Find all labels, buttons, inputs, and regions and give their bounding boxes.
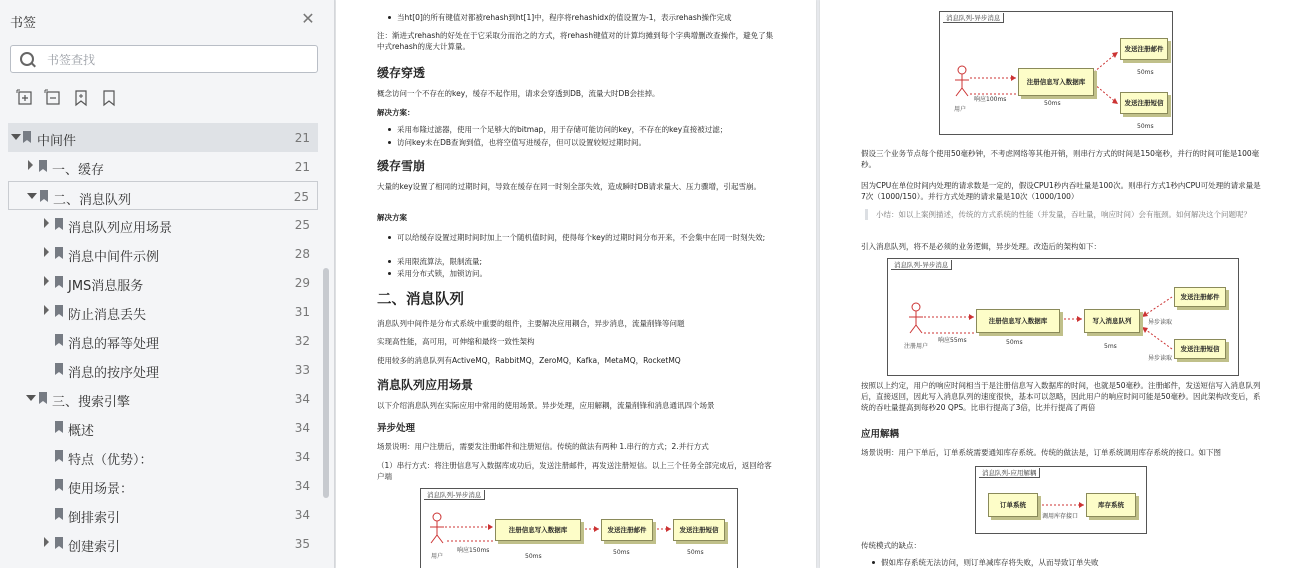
sidebar-scrollbar[interactable] [323, 268, 329, 498]
bookmark-label: 倒排索引 [68, 511, 121, 526]
response-time-label: 响应150ms [457, 547, 490, 554]
bookmark-icon [55, 276, 63, 287]
chapter-heading: 二、消息队列 [377, 292, 464, 308]
bookmark-item[interactable] [8, 326, 318, 355]
bookmark-item[interactable] [8, 123, 318, 152]
bookmark-page: 34 [294, 508, 310, 522]
bookmark-label: 概述 [68, 424, 95, 439]
bookmark-label: 消息的幂等处理 [68, 337, 160, 352]
section-heading: 缓存雪崩 [377, 159, 426, 173]
time-label: 50ms [1137, 123, 1154, 130]
time-label: 50ms [1006, 339, 1023, 346]
bookmark-icon [23, 131, 31, 142]
bookmark-icon [55, 305, 63, 316]
bookmark-icon [40, 190, 48, 201]
caret-down-icon[interactable] [11, 134, 21, 140]
subsection-heading: 异步处理 [377, 423, 416, 434]
async-read-label: 异步读取 [1148, 355, 1173, 362]
bookmark-icon [55, 334, 63, 345]
bookmark-sidebar [0, 0, 335, 568]
bullet-text: 假如库存系统无法访问，则订单减库存将失败，从而导致订单失败 [881, 558, 1099, 567]
send-mail-box: 发送注册邮件 [1174, 287, 1226, 307]
bookmark-item[interactable] [8, 471, 318, 500]
time-label: 50ms [1044, 100, 1061, 107]
subsection-heading: 应用解耦 [861, 429, 900, 440]
send-sms-box: 发送注册短信 [1174, 339, 1226, 359]
bookmark-label: 特点（优势）： [68, 453, 153, 468]
bullet-text: 当ht[0]的所有键值对都被rehash到ht[1]中，程序将rehashidx的值设置为-1，表示rehash操作完成 [397, 13, 732, 22]
async-serial-diagram [420, 488, 738, 568]
bullet-text: 可以给缓存设置过期时间时加上一个随机值时间，使得每个key的过期时间分布开来，不会集中在同一时刻失效; [397, 232, 777, 243]
bookmark-item[interactable] [8, 268, 318, 297]
time-label: 5ms [1104, 343, 1117, 350]
bookmark-page: 34 [294, 392, 310, 406]
diagram-title: 消息队列-异步消息 [891, 260, 952, 270]
paragraph: 按照以上约定，用户的响应时间相当于是注册信息写入数据库的时间，也就是50毫秒。注册邮件，发送短信写入消息队列后，直接返回，因此写入消息队列的速度很快，基本可以忽略，因此用户的响应时间可能是50毫秒。因此架构改变后，系统的吞吐量提高到每秒20 QPS。比串行提高了3倍，比并行提高了两倍 [861, 381, 1261, 412]
bookmark-icon [55, 537, 63, 548]
response-time-label: 响应55ms [938, 337, 967, 344]
bookmark-item[interactable] [8, 384, 318, 413]
add-bookmark-icon[interactable] [72, 89, 90, 107]
paragraph: 传统模式的缺点： [861, 541, 921, 550]
bullet-text: 采用布隆过滤器，使用一个足够大的bitmap，用于存储可能访问的key，不存在的key直接被过滤； [397, 125, 728, 134]
summary-quote: 小结：如以上案例描述，传统的方式系统的性能（并发量，吞吐量，响应时间）会有瓶颈。如何解决这个问题呢？ [865, 209, 1256, 220]
bookmark-icon [39, 160, 47, 171]
paragraph: 实现高性能，高可用，可伸缩和最终一致性架构 [377, 337, 535, 346]
bookmark-label: 一、缓存 [52, 163, 105, 178]
bullet-text: 采用分布式锁，加锁访问。 [397, 269, 487, 278]
bullet-text: 采用限流算法，限制流量; [397, 257, 483, 266]
caret-right-icon[interactable] [44, 305, 49, 315]
time-label: 50ms [1137, 69, 1154, 76]
caret-right-icon[interactable] [44, 537, 49, 547]
bookmark-search-field[interactable] [10, 45, 318, 73]
mq-write-box: 写入消息队列 [1084, 309, 1140, 333]
collapse-all-icon[interactable] [44, 89, 62, 107]
bookmark-label: 消息中间件示例 [68, 250, 160, 265]
order-system-box: 订单系统 [988, 493, 1038, 517]
bookmark-icon [55, 363, 63, 374]
inventory-system-box: 库存系统 [1086, 493, 1136, 517]
bookmark-item[interactable] [8, 413, 318, 442]
bookmark-page: 33 [294, 363, 310, 377]
bookmark-icon [55, 218, 63, 229]
section-heading: 缓存穿透 [377, 66, 426, 80]
bookmark-page: 25 [293, 190, 309, 204]
paragraph: 注：渐进式rehash的好处在于它采取分而治之的方式，将rehash键值对的计算均摊到每个字典增删改查操作，避免了集中式rehash的庞大计算量。 [377, 31, 774, 51]
bookmark-icon [55, 450, 63, 461]
send-mail-box: 发送注册邮件 [601, 519, 653, 541]
bookmark-page: 31 [294, 305, 310, 319]
close-icon[interactable]: ✕ [301, 9, 315, 28]
caret-right-icon[interactable] [44, 276, 49, 286]
search-icon [20, 52, 34, 66]
bookmark-page: 28 [294, 247, 310, 261]
bookmark-label: JMS消息服务 [68, 279, 144, 294]
bookmark-page: 21 [294, 131, 310, 145]
decouple-diagram [975, 466, 1147, 534]
db-write-box: 注册信息写入数据库 [495, 519, 581, 541]
bookmark-label: 二、消息队列 [53, 193, 132, 208]
diagram-title: 消息队列-异步消息 [424, 490, 485, 500]
db-write-box: 注册信息写入数据库 [1018, 68, 1094, 96]
bookmark-item[interactable] [8, 297, 318, 326]
section-heading: 消息队列应用场景 [377, 378, 474, 392]
paragraph: 解决方案： [377, 108, 415, 117]
async-read-label: 异步读取 [1148, 319, 1173, 326]
bookmark-label: 使用场景： [68, 482, 134, 497]
bookmark-page: 34 [294, 479, 310, 493]
caret-down-icon[interactable] [26, 395, 36, 401]
paragraph: （1）串行方式：将注册信息写入数据库成功后，发送注册邮件，再发送注册短信。以上三个任务全部完成后，返回给客户端 [377, 461, 772, 481]
time-label: 50ms [613, 549, 630, 556]
bookmark-search-input[interactable] [45, 50, 309, 70]
expand-all-icon[interactable] [16, 89, 34, 107]
bookmark-item[interactable] [8, 181, 318, 210]
db-write-box: 注册信息写入数据库 [976, 309, 1060, 333]
mq-async-diagram [887, 258, 1239, 376]
bookmark-label: 中间件 [37, 134, 77, 149]
caret-right-icon[interactable] [44, 218, 49, 228]
bookmark-item[interactable] [8, 500, 318, 529]
send-sms-box: 发送注册短信 [673, 519, 725, 541]
caret-right-icon[interactable] [28, 160, 33, 170]
paragraph: 假设三个业务节点每个使用50毫秒钟，不考虑网络等其他开销，则串行方式的时间是150毫秒，并行的时间可能是100毫秒。 [861, 149, 1260, 169]
paragraph: 以下介绍消息队列在实际应用中常用的使用场景。异步处理，应用解耦，流量削锋和消息通讯四个场景 [377, 401, 715, 410]
bookmark-item[interactable] [8, 152, 318, 181]
bookmark-label: 消息的按序处理 [68, 366, 160, 381]
diagram-title: 消息队列-异步消息 [943, 13, 1004, 23]
paragraph: 引入消息队列，将不是必须的业务逻辑，异步处理。改造后的架构如下： [861, 242, 1101, 251]
send-sms-box: 发送注册短信 [1120, 92, 1168, 114]
sidebar-title: 书签 [10, 16, 37, 31]
user-label: 用户 [954, 106, 967, 113]
send-mail-box: 发送注册邮件 [1120, 38, 1168, 60]
bookmark-page: 34 [294, 421, 310, 435]
bookmark-page: 29 [294, 276, 310, 290]
paragraph: 场景说明：用户注册后，需要发注册邮件和注册短信。传统的做法有两种 1.串行的方式；2.并行方式 [377, 442, 709, 451]
user-label: 注册用户 [904, 343, 929, 350]
bookmark-tree [0, 120, 320, 568]
caret-down-icon[interactable] [27, 193, 37, 199]
user-label: 用户 [431, 553, 444, 560]
bookmark-label: 三、搜索引擎 [52, 395, 131, 410]
time-label: 50ms [687, 549, 704, 556]
bookmark-icon [55, 421, 63, 432]
caret-right-icon[interactable] [44, 247, 49, 257]
async-parallel-diagram [939, 11, 1173, 135]
paragraph: 消息队列中间件是分布式系统中重要的组件，主要解决应用耦合，异步消息，流量削锋等问题 [377, 319, 685, 328]
paragraph: 大量的key设置了相同的过期时间，导致在缓存在同一时刻全部失效，造成瞬时DB请求量大、压力骤增，引起雪崩。 [377, 182, 762, 191]
bookmark-item[interactable] [8, 239, 318, 268]
bookmark-item[interactable] [8, 442, 318, 471]
time-label: 50ms [525, 553, 542, 560]
bookmark-page: 25 [294, 218, 310, 232]
paragraph: 场景说明：用户下单后，订单系统需要通知库存系统。传统的做法是，订单系统调用库存系统的接口。如下图 [861, 448, 1221, 457]
bookmark-page: 21 [294, 160, 310, 174]
bookmark-icon [39, 392, 47, 403]
paragraph: 概念访问一个不存在的key，缓存不起作用，请求会穿透到DB，流量大时DB会挂掉。 [377, 89, 660, 98]
document-page-left [336, 0, 816, 568]
bookmark-item[interactable] [8, 355, 318, 384]
bookmark-item[interactable] [8, 529, 318, 558]
bookmark-icon [55, 247, 63, 258]
paragraph: 解决方案 [377, 213, 407, 222]
bookmark-label: 消息队列应用场景 [68, 221, 173, 236]
bookmark-label: 防止消息丢失 [68, 308, 147, 323]
bookmark-page: 35 [294, 537, 310, 551]
bookmark-item[interactable] [8, 210, 318, 239]
bullet-text: 访问key未在DB查询到值，也将空值写进缓存，但可以设置较短过期时间。 [397, 138, 647, 147]
bookmark-page: 32 [294, 334, 310, 348]
paragraph: 因为CPU在单位时间内处理的请求数是一定的，假设CPU1秒内吞吐量是100次。则串行方式1秒内CPU可处理的请求量是7次（1000/150）。并行方式处理的请求量是10次（1000/100） [861, 181, 1261, 201]
paragraph: 使用较多的消息队列有ActiveMQ，RabbitMQ，ZeroMQ，Kafka，MetaMQ，RocketMQ [377, 356, 681, 365]
bookmark-page: 34 [294, 450, 310, 464]
bookmark-icon[interactable] [100, 89, 118, 107]
call-label: 调用库存接口 [1042, 513, 1079, 520]
document-page-right [820, 0, 1298, 568]
bookmark-icon [55, 479, 63, 490]
bookmark-icon [55, 508, 63, 519]
diagram-title: 消息队列-应用解耦 [979, 468, 1040, 478]
bookmark-label: 创建索引 [68, 540, 121, 555]
response-time-label: 响应100ms [974, 96, 1007, 103]
